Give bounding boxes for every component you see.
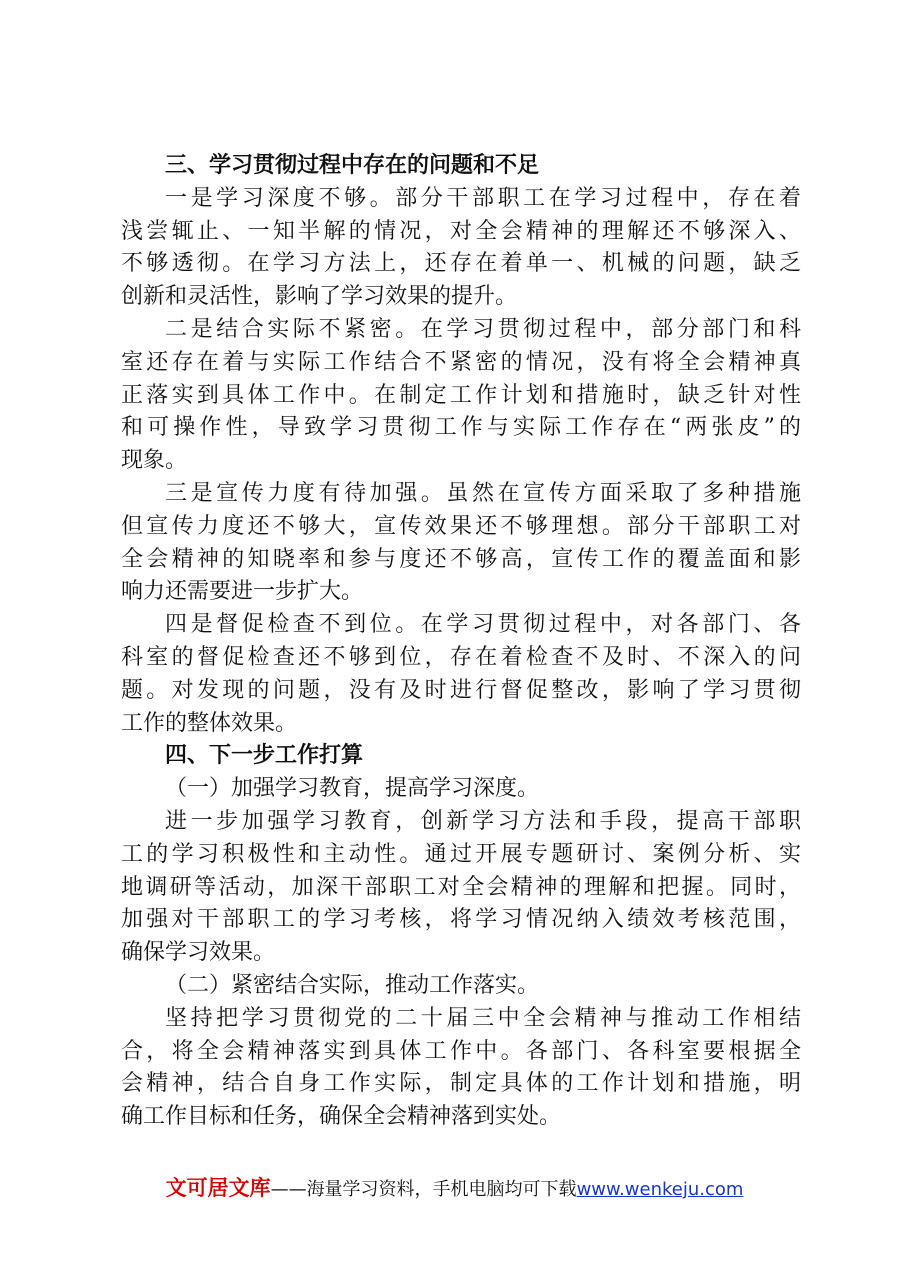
paragraph-line: 响力还需要进一步扩大。 (121, 579, 364, 605)
paragraph-line: 科室的督促检查还不够到位，存在着检查不及时、不深入的问 (121, 644, 801, 670)
footer-brand: 文可居文库 (165, 1176, 271, 1200)
paragraph-line: 加强对干部职工的学习考核，将学习情况纳入绩效考核范围， (121, 907, 801, 933)
paragraph-line: 现象。 (121, 448, 188, 474)
paragraph-line: 三是宣传力度有待加强。虽然在宣传方面采取了多种措施 (165, 480, 801, 506)
document-body (121, 150, 801, 1134)
paragraph-publicity (121, 478, 801, 609)
paragraph-line: 进一步加强学习教育，创新学习方法和手段，提高干部职 (165, 808, 801, 834)
paragraph-line: 一是学习深度不够。部分干部职工在学习过程中，存在着 (165, 185, 801, 211)
paragraph-line: 会精神，结合自身工作实际，制定具体的工作计划和措施，明 (121, 1071, 801, 1097)
footer-tagline: ——海量学习资料，手机电脑均可下载 (270, 1179, 577, 1200)
paragraph-line: 创新和灵活性，影响了学习效果的提升。 (121, 284, 518, 310)
subheading-2: （二）紧密结合实际，推动工作落实。 (165, 972, 540, 998)
paragraph-line: 正落实到具体工作中。在制定工作计划和措施时，缺乏针对性 (121, 382, 801, 408)
paragraph-line: 题。对发现的问题，没有及时进行督促整改，影响了学习贯彻 (121, 677, 801, 703)
section-4-heading: 四、下一步工作打算 (165, 743, 364, 769)
paragraph-line: 四是督促检查不到位。在学习贯彻过程中，对各部门、各 (165, 612, 801, 638)
paragraph-line: 确保学习效果。 (121, 940, 276, 966)
paragraph-learning-depth (121, 183, 801, 314)
paragraph-line: 二是结合实际不紧密。在学习贯彻过程中，部分部门和科 (165, 316, 801, 342)
paragraph-line: 和可操作性，导致学习贯彻工作与实际工作存在“两张皮”的 (121, 415, 801, 441)
paragraph-line: 合，将全会精神落实到具体工作中。各部门、各科室要根据全 (121, 1038, 801, 1064)
footer-banner (0, 1175, 909, 1203)
paragraph-line: 地调研等活动，加深干部职工对全会精神的理解和把握。同时， (121, 874, 801, 900)
section-3-heading: 三、学习贯彻过程中存在的问题和不足 (165, 153, 540, 178)
subheading-1: （一）加强学习教育，提高学习深度。 (165, 776, 540, 802)
paragraph-line: 浅尝辄止、一知半解的情况，对全会精神的理解还不够深入、 (121, 218, 801, 244)
paragraph-supervision (121, 609, 801, 740)
footer-link[interactable]: www.wenkeju.com (576, 1179, 744, 1200)
paragraph-line: 室还存在着与实际工作结合不紧密的情况，没有将全会精神真 (121, 349, 801, 375)
paragraph-line: 确工作目标和任务，确保全会精神落到实处。 (121, 1104, 562, 1130)
paragraph-combine-practice (121, 1003, 801, 1134)
paragraph-strengthen-learning (121, 806, 801, 970)
paragraph-line: 全会精神的知晓率和参与度还不够高，宣传工作的覆盖面和影 (121, 546, 801, 572)
paragraph-line: 坚持把学习贯彻党的二十届三中全会精神与推动工作相结 (165, 1005, 801, 1031)
paragraph-line: 工的学习积极性和主动性。通过开展专题研讨、案例分析、实 (121, 841, 801, 867)
paragraph-practice-integration (121, 314, 801, 478)
paragraph-line: 但宣传力度还不够大，宣传效果还不够理想。部分干部职工对 (121, 513, 801, 539)
paragraph-line: 不够透彻。在学习方法上，还存在着单一、机械的问题，缺乏 (121, 251, 801, 277)
paragraph-line: 工作的整体效果。 (121, 710, 298, 736)
